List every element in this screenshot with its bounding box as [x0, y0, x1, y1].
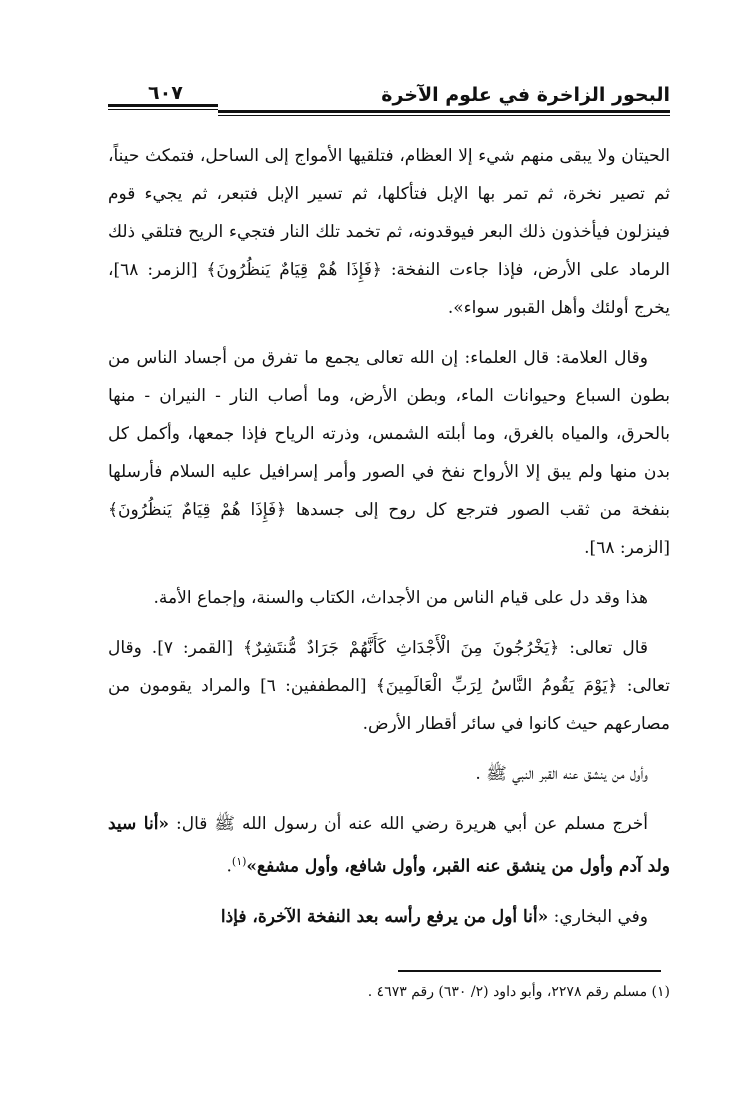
page-number: ٦٠٧	[148, 82, 183, 104]
paragraph	[108, 137, 670, 327]
main-text	[108, 137, 670, 948]
hadith-text: «أنا سيد ولد آدم وأول من ينشق عنه القبر، وأول شافع، وأول مشفع»	[108, 814, 670, 877]
paragraph	[108, 629, 670, 743]
quran-verse: ﴿يَوْمَ يَقُومُ النَّاسُ لِرَبِّ الْعَالَمِينَ﴾	[375, 676, 618, 696]
header-rule	[108, 104, 218, 107]
paragraph-text: [القمر: ٧]. وقال تعالى:	[108, 638, 670, 696]
paragraph-text: [الزمر: ٦٨]، يخرج أولئك وأهل القبور سواء».	[108, 260, 670, 318]
page-header	[108, 82, 670, 116]
paragraph-text: أخرج مسلم عن أبي هريرة رضي الله عنه أن رسول الله ﷺ قال:	[169, 814, 648, 834]
quran-verse: ﴿فَإِذَا هُمْ قِيَامٌ يَنظُرُونَ﴾	[206, 260, 382, 280]
paragraph-text: وفي البخاري:	[548, 906, 648, 927]
paragraph	[108, 339, 670, 567]
paragraph	[108, 755, 670, 793]
paragraph-text: وقال العلامة: قال العلماء: إن الله تعالى يجمع ما تفرق من أجساد الناس من بطون السباع وحيوانات الماء، وبطن الأرض، وما أصاب النار - النيران - منها بالحرق، والمياه بالغرق، وما أبلته الشمس، وذرته الرياح فإذا جمعها، وأكمل كل بدن منها ولم يبق إلا الأرواح نفخ في الصور وأمر إسرافيل عليه السلام فأرسلها بنفخة من ثقب الصور فترجع كل روح إلى جسدها	[108, 348, 670, 520]
paragraph-text: .	[226, 856, 232, 877]
hadith-text: «أنا أول من يرفع رأسه بعد النفخة الآخرة، فإذا	[220, 906, 549, 927]
header-rule	[108, 109, 218, 110]
quran-verse: ﴿فَإِذَا هُمْ قِيَامٌ يَنظُرُونَ﴾	[108, 500, 287, 520]
footnote-separator	[398, 970, 661, 972]
paragraph-text: [الزمر: ٦٨].	[584, 538, 670, 558]
footnote: (١) مسلم رقم ٢٢٧٨، وأبو داود (٢/ ٦٣٠) رقم ٤٦٧٣ .	[367, 984, 670, 1000]
paragraph-text: قال تعالى:	[559, 638, 648, 658]
paragraph	[108, 805, 670, 886]
paragraph-text: الحيتان ولا يبقى منهم شيء إلا العظام، فتلقيها الأمواج إلى الساحل، فتمكث حيناً، ثم تصير نخرة، ثم تمر بها الإبل فتأكلها، ثم تسير الإبل فتبعر، ثم يجيء قوم فينزلون فيأخذون ذلك البعر فيوقدونه، ثم تخمد تلك النار فتجيء الريح فتلقي ذلك الرماد على الأرض، فإذا جاءت النفخة:	[108, 146, 670, 280]
paragraph	[108, 898, 670, 936]
quran-verse: ﴿يَخْرُجُونَ مِنَ الْأَجْدَاثِ كَأَنَّهُمْ جَرَادٌ مُّنتَشِرٌ﴾	[242, 638, 560, 658]
header-rule	[218, 115, 670, 116]
running-title: البحور الزاخرة في علوم الآخرة	[381, 84, 670, 106]
paragraph	[108, 579, 670, 617]
paragraph-text: وأول من ينشق عنه القبر النبي ﷺ .	[475, 764, 648, 784]
header-rule	[218, 110, 670, 113]
paragraph-text: [المطففين: ٦] والمراد يقومون من مصارعهم حيث كانوا في سائر أقطار الأرض.	[108, 676, 670, 734]
footnote-ref: (١)	[231, 855, 247, 868]
paragraph-text: هذا وقد دل على قيام الناس من الأجداث، الكتاب والسنة، وإجماع الأمة.	[153, 588, 648, 608]
